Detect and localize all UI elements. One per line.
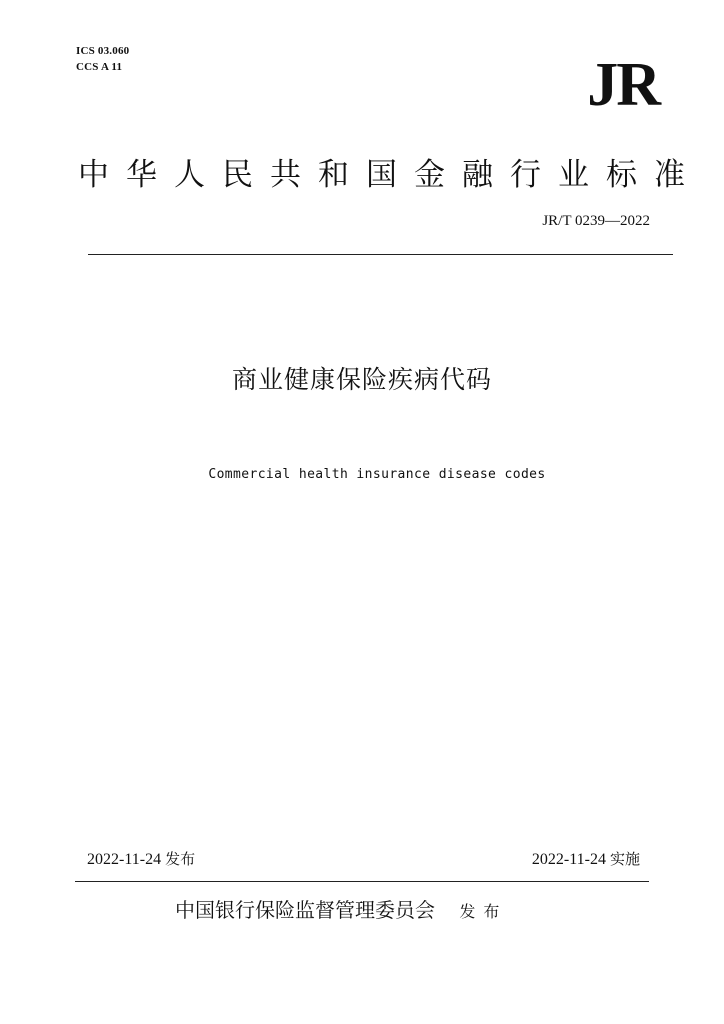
ccs-code: CCS A 11 (76, 61, 123, 73)
bottom-divider (75, 881, 649, 882)
document-title-english: Commercial health insurance disease codes (208, 467, 546, 482)
standard-category-title: 中华人民共和国金融行业标准 (78, 157, 702, 193)
issuer-name: 中国银行保险监督管理委员会 (175, 898, 435, 922)
issuer-action: 发布 (459, 902, 508, 921)
issue-date-line (87, 849, 195, 870)
top-divider (88, 254, 673, 255)
effective-date-line (532, 849, 640, 870)
standard-number: JR/T 0239—2022 (542, 213, 650, 229)
issuer-line (175, 896, 507, 926)
ics-code: ICS 03.060 (76, 45, 130, 57)
effective-label: 实施 (609, 850, 640, 868)
jr-logo: JR (587, 51, 659, 119)
issue-label: 发布 (165, 850, 196, 868)
effective-date: 2022-11-24 (531, 851, 606, 868)
document-title-chinese: 商业健康保险疾病代码 (231, 365, 492, 394)
issue-date: 2022-11-24 (87, 851, 162, 868)
